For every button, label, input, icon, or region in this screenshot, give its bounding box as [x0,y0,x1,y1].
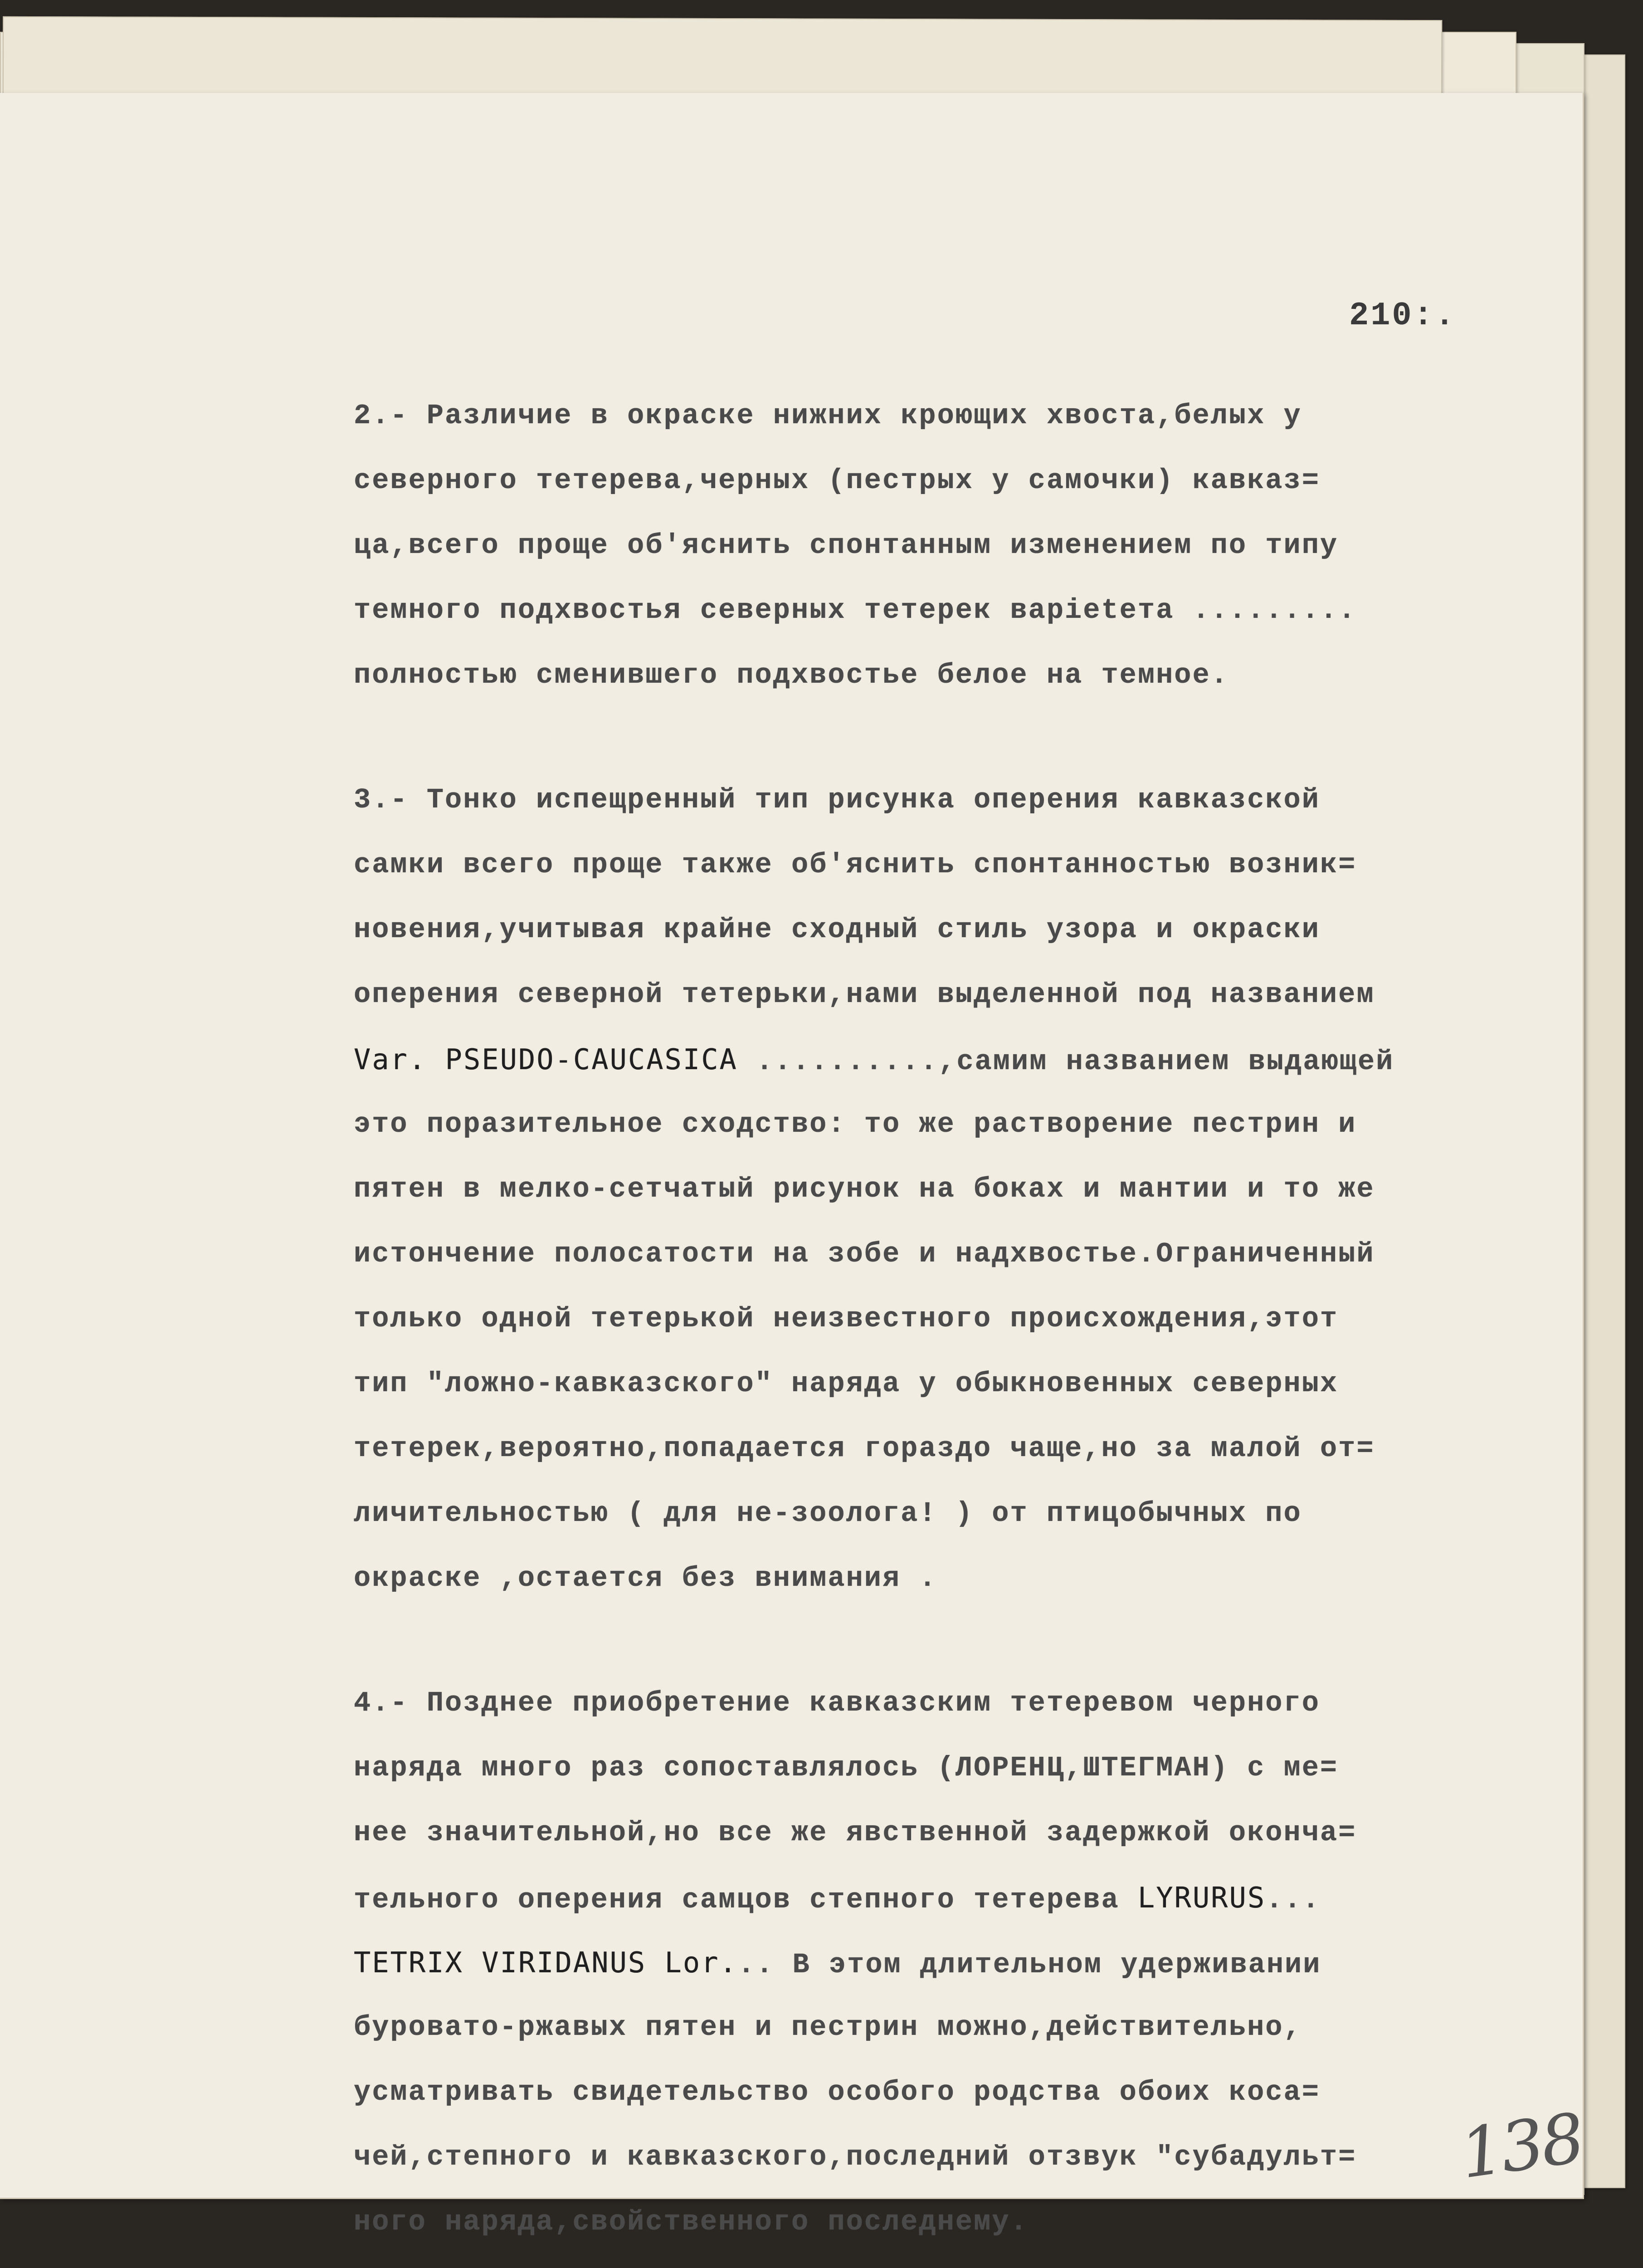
page-number: 210:. [1349,297,1457,334]
text-line: это поразительное сходство: то же растворение пестрин и [354,1108,1357,1140]
text-line: тип "ложно-кавказского" наряда у обыкновенных северных [354,1368,1339,1400]
text-line: оперения северной тетерьки,нами выделенной под названием [354,978,1375,1011]
paragraph-2 [354,383,1524,708]
text-line: усматривать свидетельство особого родства обоих коса= [354,2076,1320,2108]
text-line: темного подхвостья северных тетерек варietета ......... [354,594,1357,626]
text-line: личительностью ( для не-зоолога! ) от птицобычных по [354,1497,1302,1530]
text-line: Var. PSEUDO-CAUCASICA ..........,самим названием выдающей [354,1043,1394,1078]
text-line: TETRIX VIRIDANUS Lor... В этом длительном удерживании [354,1946,1321,1981]
text-line: полностью сменившего подхвостье белое на темное. [354,659,1229,691]
text-line: нее значительной,но все же явственной задержкой оконча= [354,1817,1357,1849]
text-line: только одной тетерькой неизвестного происхождения,этот [354,1303,1339,1335]
text-line: северного тетерева,черных (пестрых у самочки) кавказ= [354,464,1320,497]
text-line: самки всего проще также об'яснить спонтанностью возник= [354,849,1357,881]
latin-name: Var. PSEUDO-CAUCASICA [354,1043,738,1076]
latin-name: TETRIX VIRIDANUS Lor. [354,1946,738,1979]
text-line: ца,всего проще об'яснить спонтанным изменением по типу [354,529,1339,562]
page-body [354,383,1524,2268]
text-line: тетерек,вероятно,попадается гораздо чаще,но за малой от= [354,1432,1375,1465]
text-line: истончение полосатости на зобе и надхвостье.Ограниченный [354,1238,1375,1270]
typewritten-page [0,93,1587,2238]
text-line: новения,учитывая крайне сходный стиль узора и окраски [354,914,1320,946]
text-line: ного наряда,свойственного последнему. [354,2206,1029,2238]
text-line: 2.- Различие в окраске нижних кроющих хвоста,белых у [354,400,1302,432]
latin-name: LYRURUS [1137,1881,1266,1914]
text-line: наряда много раз сопоставлялось (ЛОРЕНЦ,ШТЕГМАН) с ме= [354,1752,1339,1784]
paragraph-3 [354,767,1524,1611]
paragraph-4 [354,1671,1524,2254]
text-line: буровато-ржавых пятен и пестрин можно,действительно, [354,2011,1302,2043]
text-line: 3.- Тонко испещренный тип рисунка оперения кавказской [354,784,1320,816]
text-line: окраске ,остается без внимания . [354,1562,937,1594]
text-line: 4.- Позднее приобретение кавказским тетеревом черного [354,1687,1320,1719]
text-line: тельного оперения самцов степного тетерева LYRURUS... [354,1881,1321,1916]
text-line: чей,степного и кавказского,последний отзвук "субадульт= [354,2141,1357,2173]
text-line: пятен в мелко-сетчатый рисунок на боках и мантии и то же [354,1173,1375,1205]
archive-folio-number: 138 [1455,2099,1587,2194]
